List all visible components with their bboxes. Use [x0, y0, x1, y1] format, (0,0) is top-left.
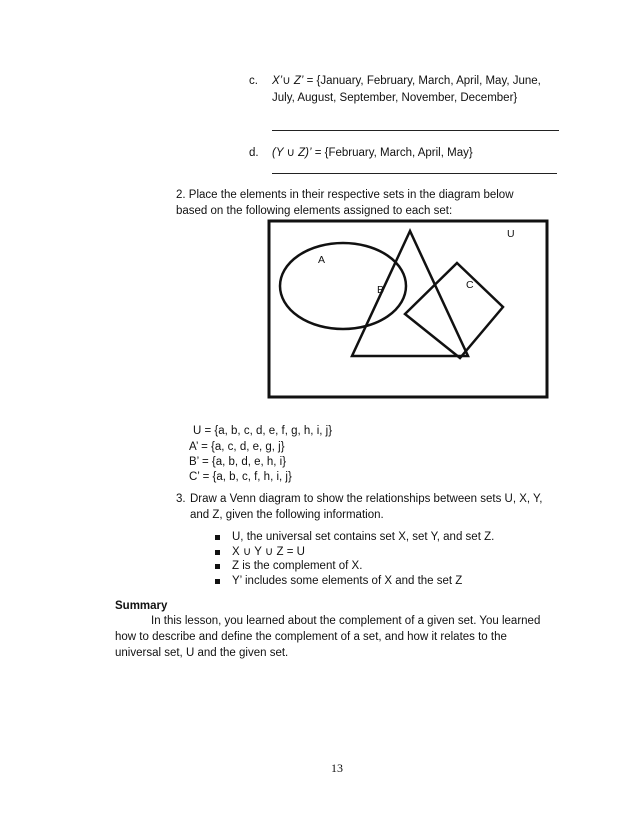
item-c-rest: = {January, February, March, April, May, June,: [303, 75, 541, 87]
bullet-item-1: U, the universal set contains set X, set Y, and set Z.: [232, 531, 495, 543]
set-b-triangle: [352, 231, 468, 356]
summary-heading: Summary: [115, 600, 168, 612]
question-3-line2: and Z, given the following information.: [190, 509, 384, 521]
set-b-complement: B’ = {a, b, d, e, h, i}: [189, 456, 287, 468]
summary-line1: In this lesson, you learned about the complement of a given set. You learned: [151, 615, 541, 627]
question-3-line1: Draw a Venn diagram to show the relationships between sets U, X, Y,: [190, 493, 543, 505]
page-number: 13: [331, 761, 343, 775]
question-3-marker: 3.: [176, 493, 186, 505]
item-c-expression: X’∪ Z’: [272, 75, 304, 87]
set-u-definition: U = {a, b, c, d, e, f, g, h, i, j}: [193, 425, 333, 437]
label-b: B: [377, 284, 385, 296]
bullet-icon: [215, 550, 220, 555]
bullet-item-3: Z is the complement of X.: [232, 560, 363, 572]
set-c-square: [405, 263, 503, 358]
label-u: U: [507, 228, 515, 240]
question-2-line2: based on the following elements assigned to each set:: [176, 205, 453, 217]
bullet-item-2: X ∪ Y ∪ Z = U: [232, 546, 305, 558]
item-d-expression: (Y ∪ Z)’: [272, 147, 312, 159]
item-d-marker: d.: [249, 147, 259, 159]
bullet-icon: [215, 564, 220, 569]
bullet-icon: [215, 535, 220, 540]
label-a: A: [318, 254, 326, 266]
set-a-complement: A’ = {a, c, d, e, g, j}: [189, 441, 285, 453]
set-c-complement: C’ = {a, b, c, f, h, i, j}: [189, 471, 292, 483]
universal-set-box: [269, 221, 547, 397]
item-c-marker: c.: [249, 75, 258, 87]
question-2-line1: 2. Place the elements in their respective sets in the diagram below: [176, 189, 514, 201]
bullet-icon: [215, 579, 220, 584]
label-c: C: [466, 279, 474, 291]
summary-line3: universal set, U and the given set.: [115, 647, 289, 659]
item-d-rest: = {February, March, April, May}: [311, 147, 473, 159]
summary-line2: how to describe and define the complement of a set, and how it relates to the: [115, 631, 507, 643]
item-c-line2: July, August, September, November, December}: [272, 92, 518, 104]
set-a-ellipse: [280, 243, 406, 329]
bullet-item-4: Y’ includes some elements of X and the set Z: [232, 575, 463, 587]
